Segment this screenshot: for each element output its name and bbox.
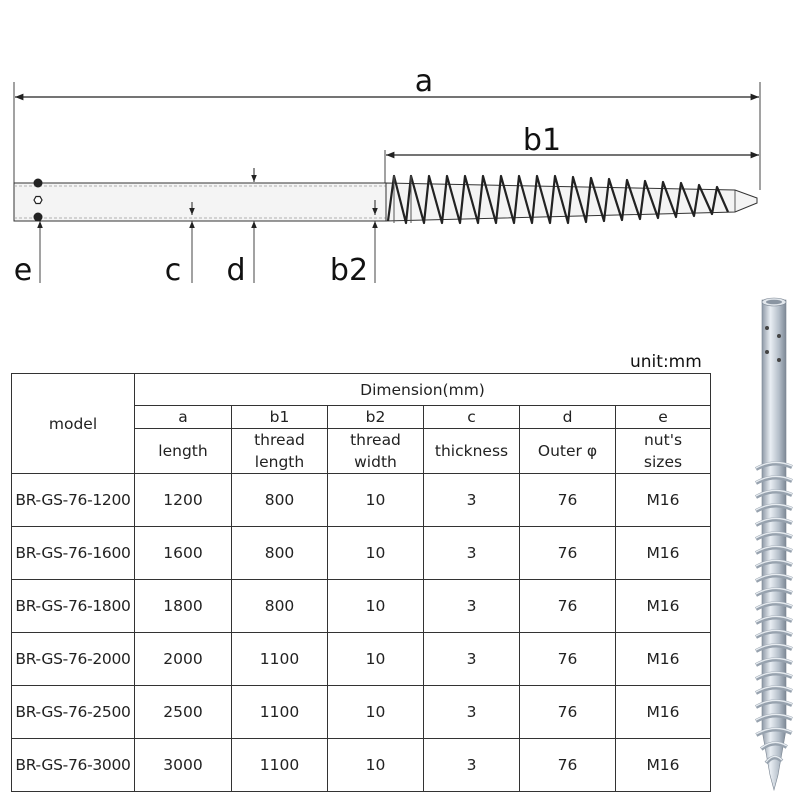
column-name-line: length bbox=[254, 453, 305, 471]
table-row bbox=[12, 633, 711, 686]
value-cell-c: 3 bbox=[424, 474, 520, 527]
value-cell-e: M16 bbox=[616, 633, 711, 686]
column-name-line: width bbox=[354, 453, 397, 471]
column-key-c: c bbox=[424, 406, 520, 429]
value-cell-e: M16 bbox=[616, 739, 711, 792]
column-name-a bbox=[135, 429, 232, 474]
column-name-line: thread bbox=[254, 431, 305, 449]
value-cell-b2: 10 bbox=[328, 633, 424, 686]
column-name-c bbox=[424, 429, 520, 474]
pipe-body bbox=[14, 183, 757, 221]
value-cell-c: 3 bbox=[424, 580, 520, 633]
value-cell-b2: 10 bbox=[328, 527, 424, 580]
value-cell-b1: 800 bbox=[232, 474, 328, 527]
table-row bbox=[12, 739, 711, 792]
model-header: model bbox=[12, 374, 135, 474]
value-cell-a: 2000 bbox=[135, 633, 232, 686]
column-key-d: d bbox=[520, 406, 616, 429]
column-key-e: e bbox=[616, 406, 711, 429]
value-cell-c: 3 bbox=[424, 527, 520, 580]
dimension-b1-label: b1 bbox=[522, 123, 562, 158]
value-cell-a: 1600 bbox=[135, 527, 232, 580]
column-key-b1: b1 bbox=[232, 406, 328, 429]
value-cell-a: 3000 bbox=[135, 739, 232, 792]
dimension-a-label: a bbox=[414, 64, 434, 99]
model-cell: BR-GS-76-3000 bbox=[12, 739, 135, 792]
nut-hole-bottom bbox=[34, 213, 43, 222]
column-key-b2: b2 bbox=[328, 406, 424, 429]
column-name-e bbox=[616, 429, 711, 474]
dimension-a bbox=[14, 64, 760, 190]
value-cell-a: 2500 bbox=[135, 686, 232, 739]
value-cell-a: 1200 bbox=[135, 474, 232, 527]
value-cell-e: M16 bbox=[616, 474, 711, 527]
column-name-line: sizes bbox=[643, 453, 683, 471]
dimension-e bbox=[14, 221, 40, 288]
value-cell-b2: 10 bbox=[328, 474, 424, 527]
column-name-b1 bbox=[232, 429, 328, 474]
value-cell-d: 76 bbox=[520, 527, 616, 580]
hex-nut-icon bbox=[34, 197, 42, 204]
column-name-b2 bbox=[328, 429, 424, 474]
ground-screw-photo bbox=[740, 290, 800, 800]
nut-hole-top bbox=[34, 179, 43, 188]
value-cell-d: 76 bbox=[520, 739, 616, 792]
value-cell-a: 1800 bbox=[135, 580, 232, 633]
model-cell: BR-GS-76-2500 bbox=[12, 686, 135, 739]
value-cell-c: 3 bbox=[424, 633, 520, 686]
dimension-e-label: e bbox=[13, 253, 33, 288]
value-cell-e: M16 bbox=[616, 527, 711, 580]
table-row bbox=[12, 474, 711, 527]
column-name-line: length bbox=[158, 442, 208, 460]
unit-label: unit:mm bbox=[630, 352, 702, 372]
table-row bbox=[12, 580, 711, 633]
column-name-line: thread bbox=[350, 431, 401, 449]
column-name-line: nut's bbox=[643, 431, 683, 449]
ground-screw-diagram bbox=[0, 0, 800, 300]
table-row bbox=[12, 527, 711, 580]
value-cell-b1: 800 bbox=[232, 527, 328, 580]
value-cell-d: 76 bbox=[520, 686, 616, 739]
nut-holes bbox=[34, 179, 43, 222]
model-cell: BR-GS-76-2000 bbox=[12, 633, 135, 686]
value-cell-e: M16 bbox=[616, 580, 711, 633]
value-cell-e: M16 bbox=[616, 686, 711, 739]
dimension-c-label: c bbox=[164, 253, 182, 288]
value-cell-c: 3 bbox=[424, 686, 520, 739]
value-cell-d: 76 bbox=[520, 633, 616, 686]
value-cell-b2: 10 bbox=[328, 580, 424, 633]
value-cell-d: 76 bbox=[520, 580, 616, 633]
value-cell-b1: 1100 bbox=[232, 739, 328, 792]
value-cell-d: 76 bbox=[520, 474, 616, 527]
value-cell-c: 3 bbox=[424, 739, 520, 792]
column-name-d bbox=[520, 429, 616, 474]
model-cell: BR-GS-76-1600 bbox=[12, 527, 135, 580]
dimension-d-label: d bbox=[226, 253, 246, 288]
model-cell: BR-GS-76-1200 bbox=[12, 474, 135, 527]
dimension-b2-label: b2 bbox=[329, 253, 369, 288]
column-name-line: Outer φ bbox=[537, 442, 598, 460]
model-cell: BR-GS-76-1800 bbox=[12, 580, 135, 633]
dimension-header: Dimension(mm) bbox=[135, 374, 711, 406]
value-cell-b2: 10 bbox=[328, 686, 424, 739]
column-key-a: a bbox=[135, 406, 232, 429]
value-cell-b1: 1100 bbox=[232, 686, 328, 739]
value-cell-b2: 10 bbox=[328, 739, 424, 792]
spec-table bbox=[11, 373, 711, 792]
value-cell-b1: 800 bbox=[232, 580, 328, 633]
value-cell-b1: 1100 bbox=[232, 633, 328, 686]
column-name-line: thickness bbox=[434, 442, 509, 460]
table-row bbox=[12, 686, 711, 739]
